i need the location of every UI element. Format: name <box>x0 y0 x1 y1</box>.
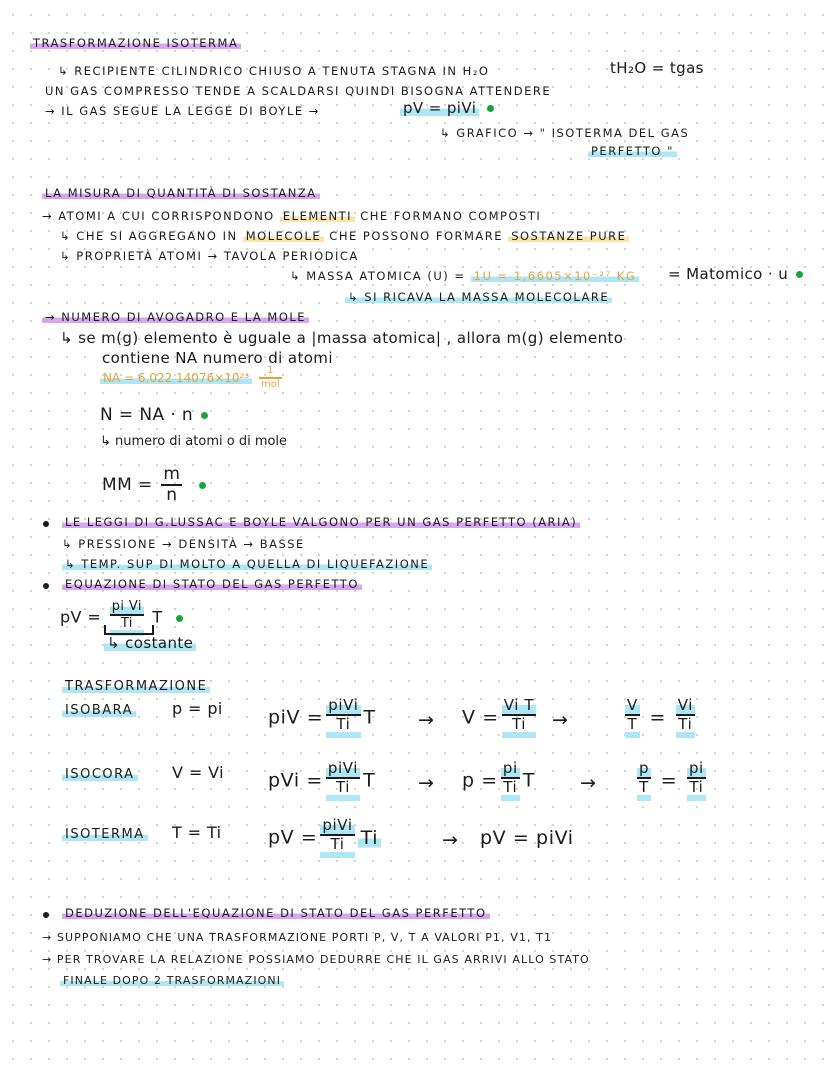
text-line: ↳ PROPRIETÀ ATOMI → TAVOLA PERIODICA <box>60 249 359 263</box>
bullet-point <box>43 521 49 527</box>
isobara-label: ISOBARA <box>62 704 136 717</box>
text-line: LE LEGGI DI G.LUSSAC E BOYLE VALGONO PER UN GAS PERFETTO (ARIA) <box>62 517 580 529</box>
bullet-point <box>43 912 49 918</box>
text-line: ↳ RECIPIENTE CILINDRICO CHIUSO A TENUTA STAGNA IN H₂O <box>58 64 490 78</box>
equation-temperature: tH₂O = tgas <box>610 59 704 77</box>
text-line: ↳ PRESSIONE → DENSITÀ → BASSE <box>62 537 305 551</box>
avogadro-constant: NA = 6,022 14076×10²³ $\frac{1}{\text{mol}}$ <box>100 366 285 390</box>
equation-boyle: pV = piVi <box>400 101 494 116</box>
text-line: PERFETTO " <box>588 146 677 158</box>
equation-matomico: = Matomico · u <box>668 267 803 282</box>
isocora-equation-3: $\frac{p}{T}$ = $\frac{pi}{Ti}$ <box>634 761 709 801</box>
arrow: → <box>580 772 597 794</box>
section-title-misura: LA MISURA DI QUANTITÀ DI SOSTANZA <box>42 188 320 200</box>
text-line: EQUAZIONE DI STATO DEL GAS PERFETTO <box>62 579 362 591</box>
isocora-label: ISOCORA <box>62 768 138 781</box>
text-line: → PER TROVARE LA RELAZIONE POSSIAMO DEDURRE CHE IL GAS ARRIVI ALLO STATO <box>42 953 590 966</box>
text-line: ↳ CHE SI AGGREGANO IN MOLECOLE CHE POSSONO FORMARE SOSTANZE PURE <box>60 231 629 243</box>
text-line: ↳ TEMP. SUP DI MOLTO A QUELLA DI LIQUEFAZIONE <box>62 559 432 571</box>
text-line: → IL GAS SEGUE LA LEGGE DI BOYLE → <box>45 104 320 118</box>
isocora-condition: V = Vi <box>172 763 224 782</box>
arrow: → <box>418 772 435 794</box>
arrow: → <box>418 709 435 731</box>
isoterma-equation-2: pV = piVi <box>480 827 574 849</box>
text-line: ↳ MASSA ATOMICA (U) = 1U = 1,6605×10⁻²⁷ KG <box>290 271 639 283</box>
arrow: → <box>552 709 569 731</box>
text-line: ↳ numero di atomi o di mole <box>100 434 288 449</box>
isobara-equation-1: piV = $\frac{\text{piVi}}{Ti}$ T <box>268 698 376 738</box>
bullet-point <box>43 583 49 589</box>
isobara-equation-3: $\frac{V}{T}$ = $\frac{Vi}{Ti}$ <box>622 698 698 738</box>
section-title-avogadro: → NUMERO DI AVOGADRO E LA MOLE <box>42 312 309 324</box>
arrow: → <box>442 829 459 851</box>
text-line: ↳ GRAFICO → " ISOTERMA DEL GAS <box>440 126 690 140</box>
text-line: FINALE DOPO 2 TRASFORMAZIONI <box>60 975 284 986</box>
section-title-isoterma: TRASFORMAZIONE ISOTERMA <box>30 38 241 50</box>
text-line: → SUPPONIAMO CHE UNA TRASFORMAZIONE PORTI P, V, T A VALORI P1, V1, T1 <box>42 931 553 944</box>
equation-molar-mass: MM = $\frac{m}{n}$ <box>102 466 206 504</box>
isoterma-condition: T = Ti <box>172 823 222 842</box>
text-line: ↳ SI RICAVA LA MASSA MOLECOLARE <box>345 292 612 304</box>
text-line: contiene NA numero di atomi <box>102 349 333 367</box>
text-line: DEDUZIONE DELL'EQUAZIONE DI STATO DEL GAS PERFETTO <box>62 908 490 920</box>
text-line: → ATOMI A CUI CORRISPONDONO ELEMENTI CHE FORMANO COMPOSTI <box>42 209 542 223</box>
section-title-trasformazione: TRASFORMAZIONE <box>62 680 210 693</box>
isobara-equation-2: V = $\frac{\text{Vi T}}{Ti}$ <box>462 698 539 738</box>
equation-state: pV = $\frac{\text{pi Vi}}{Ti}$ T <box>60 600 183 636</box>
isoterma-label: ISOTERMA <box>62 828 148 841</box>
isocora-equation-2: p = $\frac{pi}{Ti}$ T <box>462 761 535 801</box>
text-line: ↳ costante <box>104 636 196 651</box>
text-line: ↳ se m(g) elemento è uguale a |massa atomica| , allora m(g) elemento <box>60 329 624 347</box>
equation-n: N = NA · n <box>100 407 208 424</box>
isoterma-equation-1: pV = $\frac{\text{piVi}}{Ti}$ Ti <box>268 818 381 858</box>
isocora-equation-1: pVi = $\frac{\text{piVi}}{Ti}$ T <box>268 761 375 801</box>
text-line: UN GAS COMPRESSO TENDE A SCALDARSI QUINDI BISOGNA ATTENDERE <box>45 84 552 98</box>
isobara-condition: p = pi <box>172 699 223 718</box>
